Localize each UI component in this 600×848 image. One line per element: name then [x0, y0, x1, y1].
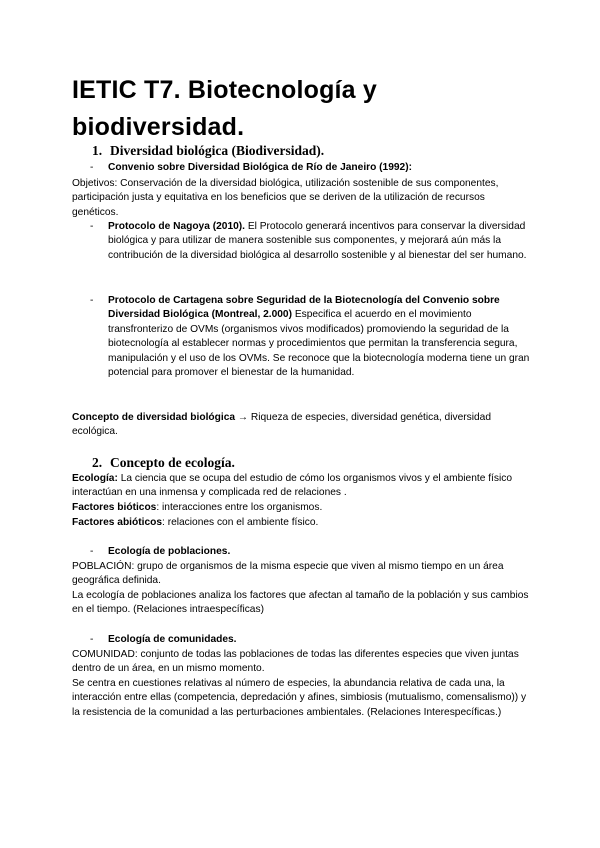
bullet-marker: -	[90, 634, 94, 645]
cartagena-item	[108, 294, 532, 380]
cartagena-label: Protocolo de Cartagena sobre Seguridad de la Biotecnología del Convenio sobre Diversidad Biológica (Montreal, 2.000)	[108, 295, 500, 321]
bullet-marker: -	[90, 546, 94, 557]
section-2-number: 2.	[92, 455, 103, 470]
page-title: IETIC T7. Biotecnología y biodiversidad.	[72, 76, 378, 141]
bioticos-text: : interacciones entre los organismos.	[156, 502, 323, 513]
comunidad-definition: COMUNIDAD: conjunto de todas las poblaciones de todas las diferentes especies que viven juntas dentro de un área, en un mismo momento.	[72, 649, 519, 675]
poblaciones-heading: Ecología de poblaciones.	[108, 546, 231, 557]
concepto-text: → Riqueza de especies, diversidad genética, diversidad ecológica.	[72, 412, 491, 438]
nagoya-item	[108, 220, 532, 263]
section-1-title: Diversidad biológica (Biodiversidad).	[110, 143, 325, 158]
section-2-title: Concepto de ecología.	[110, 455, 235, 470]
concepto-paragraph	[72, 411, 532, 440]
poblacion-paragraph: La ecología de poblaciones analiza los factores que afectan al tamaño de la población y sus cambios en el tiempo. (Relaciones intraespecíficas)	[72, 590, 529, 616]
nagoya-label: Protocolo de Nagoya (2010).	[108, 221, 245, 232]
comunidades-heading: Ecología de comunidades.	[108, 634, 237, 645]
concepto-label: Concepto de diversidad biológica	[72, 412, 236, 423]
bullet-marker: -	[90, 162, 94, 173]
section-2-heading	[92, 455, 235, 471]
bioticos-paragraph	[72, 501, 532, 515]
ecologia-paragraph	[72, 472, 532, 501]
objetivos-paragraph: Objetivos: Conservación de la diversidad biológica, utilización sostenible de sus componentes, participación justa y equitativa en los beneficios que se deriven de la utilización de recursos genéticos.	[72, 178, 499, 218]
section-1-heading	[92, 143, 324, 159]
abioticos-label: Factores abióticos	[72, 517, 163, 528]
poblacion-definition: POBLACIÓN: grupo de organismos de la misma especie que viven al mismo tiempo en un área geográfica definida.	[72, 561, 504, 587]
abioticos-paragraph	[72, 516, 532, 530]
bioticos-label: Factores bióticos	[72, 502, 157, 513]
bullet-marker: -	[90, 221, 94, 232]
section-1-number: 1.	[92, 143, 103, 158]
comunidad-paragraph: Se centra en cuestiones relativas al número de especies, la abundancia relativa de cada una, la interacción entre ellas (competencia, depredación y afines, simbiosis (mutualismo, comensalismo)) y la resistencia de la comunidad a las perturbaciones ambientales. (Relaciones Interespecíficas.)	[72, 678, 527, 718]
nagoya-text: El Protocolo generará incentivos para conservar la diversidad biológica y para utilizar de manera sostenible sus componentes, y mejorará aún más la contribución de la diversidad biológica al desarrollo sostenible y al bienestar del ser humano.	[108, 221, 527, 261]
abioticos-text: : relaciones con el ambiente físico.	[162, 517, 319, 528]
ecologia-text: La ciencia que se ocupa del estudio de cómo los organismos vivos y el ambiente físico interactúan en una inmensa y complicada red de relaciones .	[72, 473, 512, 499]
convenio-heading: Convenio sobre Diversidad Biológica de Río de Janeiro (1992):	[108, 162, 413, 173]
bullet-marker: -	[90, 295, 94, 306]
ecologia-label: Ecología:	[72, 473, 118, 484]
cartagena-text: Especifica el acuerdo en el movimiento transfronterizo de OVMs (organismos vivos modificados) promoviendo la seguridad de la biotecnología al establecer normas y procedimientos que permitan la transferencia segura, manipulación y el uso de los OVMs. Se reconoce que la biotecnología moderna tiene un gran potencial para promover el bienestar de la humanidad.	[108, 309, 530, 379]
